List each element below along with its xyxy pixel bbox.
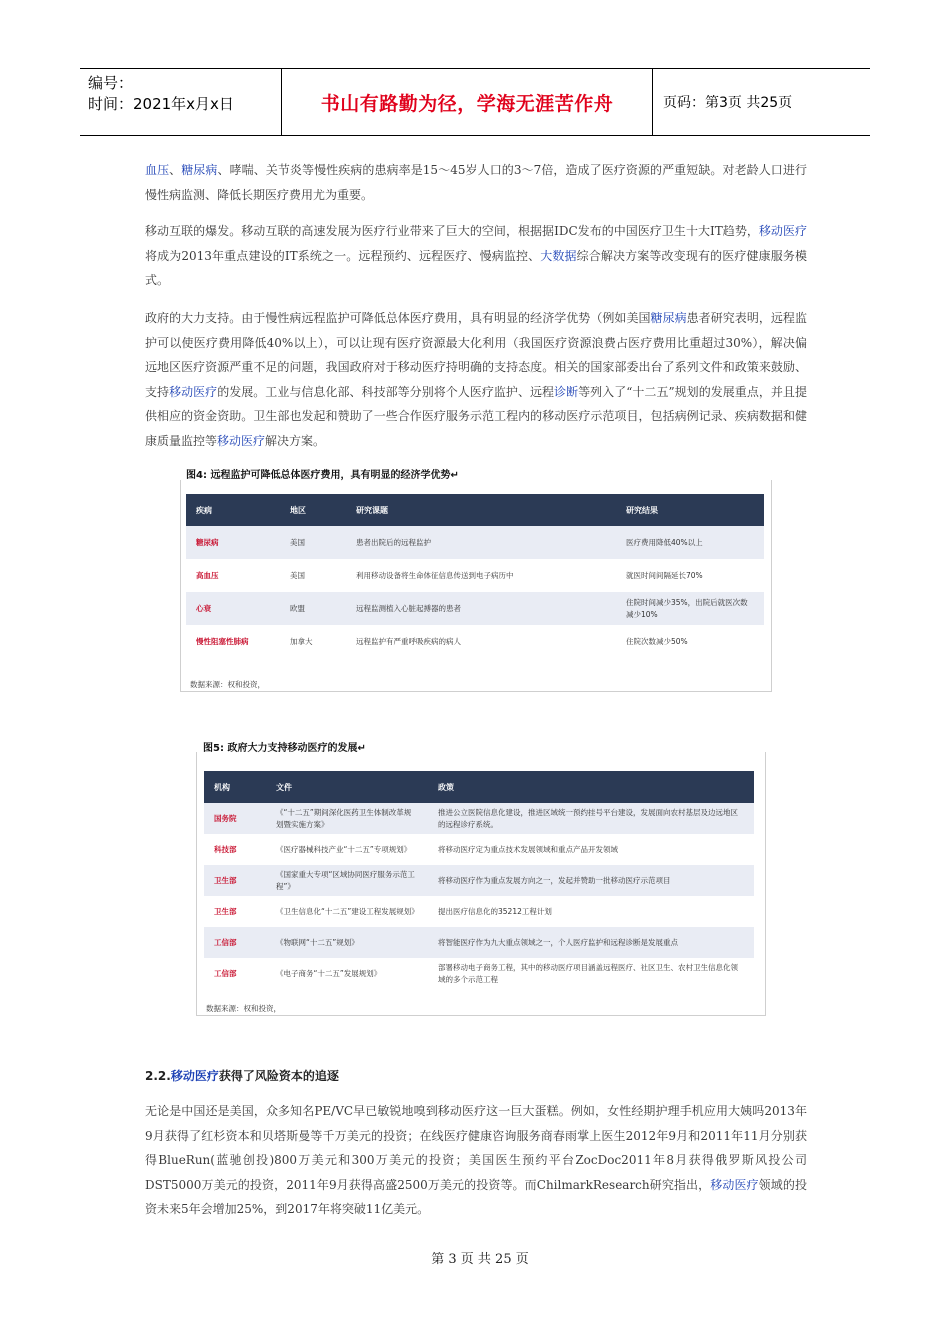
figure-4-source: 数据来源：权和投资， [190, 680, 265, 689]
column-header: 地区 [280, 494, 346, 526]
table-row [186, 625, 764, 658]
table-cell: 住院时间减少35%，出院后就医次数减少10% [616, 592, 764, 625]
section-heading [145, 1067, 339, 1084]
text-run: 的发展。工业与信息化部、科技部等分别将个人医疗监护、远程 [217, 384, 555, 399]
table-cell: 患者出院后的远程监护 [346, 526, 616, 559]
paragraph-3 [145, 306, 807, 453]
inline-link[interactable]: 移动医疗 [710, 1177, 759, 1192]
figure-5-source: 数据来源：权和投资， [206, 1004, 281, 1013]
table-cell: 工信部 [204, 927, 266, 958]
text-run: 移动互联的爆发。移动互联的高速发展为医疗行业带来了巨大的空间，根据据IDC发布的中国医疗卫生十大IT趋势， [145, 224, 759, 238]
table-row [204, 958, 754, 989]
table-cell: 《国家重大专项“区域协同医疗服务示范工程”》 [266, 865, 428, 896]
text-run: 、 [169, 163, 182, 177]
inline-link[interactable]: 诊断 [554, 384, 579, 399]
table-row [186, 559, 764, 592]
table-cell: 就医时间间隔延长70% [626, 570, 703, 580]
table-cell: 部署移动电子商务工程，其中的移动医疗项目涵盖远程医疗、社区卫生、农村卫生信息化领域的多个示范工程 [438, 962, 738, 984]
table-cell: 高血压 [196, 570, 219, 580]
page-header [80, 68, 870, 136]
figure-4-title: 图4: 远程监护可降低总体医疗费用，具有明显的经济学优势↵ [186, 470, 459, 481]
table-cell: 将智能医疗作为九大重点领域之一，个人医疗监护和远程诊断是发展重点 [428, 927, 754, 958]
table-row [204, 834, 754, 865]
column-header: 政策 [428, 771, 754, 803]
table-cell: 《电子商务“十二五”发展规划》 [276, 968, 382, 978]
table-header-row [186, 494, 764, 526]
table-cell: 加拿大 [290, 636, 313, 646]
inline-link[interactable]: 移动医疗 [217, 433, 266, 448]
figure-5-title: 图5: 政府大力支持移动医疗的发展↵ [203, 743, 366, 754]
table-cell: 卫生部 [204, 865, 266, 896]
section-number: 2.2. [145, 1069, 171, 1083]
table-row [204, 865, 754, 896]
table-row [186, 592, 764, 625]
table-row [186, 526, 764, 559]
paragraph-4 [145, 1099, 807, 1222]
table-cell: 利用移动设备将生命体征信息传送到电子病历中 [356, 570, 514, 580]
column-header: 疾病 [186, 494, 280, 526]
column-header: 研究结果 [616, 494, 764, 526]
text-run: 政府的大力支持。由于慢性病远程监护可降低总体医疗费用，具有明显的经济学优势（例如美国 [145, 311, 651, 325]
table-cell: 提出医疗信息化的35212工程计划 [438, 906, 552, 916]
table-cell: 慢性阻塞性肺病 [196, 636, 249, 646]
column-header: 文件 [266, 771, 428, 803]
inline-link[interactable]: 移动医疗 [758, 224, 807, 238]
table-cell: 心衰 [186, 592, 280, 625]
table-cell: 医疗费用降低40%以上 [616, 526, 764, 559]
time-label: 时间：2021年x月x日 [88, 95, 234, 113]
table-cell: 国务院 [204, 803, 266, 834]
text-run: 将成为2013年重点建设的IT系统之一。远程预约、远程医疗、慢病监控、 [145, 248, 541, 263]
table-cell: 住院次数减少50% [626, 636, 688, 646]
table-cell: 将移动医疗作为重点发展方向之一，发起并赞助一批移动医疗示范项目 [428, 865, 754, 896]
table-cell: 远程监护有严重呼吸疾病的病人 [356, 636, 461, 646]
table-cell: 《“十二五”期间深化医药卫生体制改革规划暨实施方案》 [266, 803, 428, 834]
inline-link[interactable]: 糖尿病 [650, 311, 687, 325]
header-page-info: 页码：第3页 共25页 [663, 95, 793, 111]
inline-link[interactable]: 糖尿病 [181, 163, 218, 177]
table-header-row [204, 771, 754, 803]
table-cell: 欧盟 [280, 592, 346, 625]
text-run: 等列入了“十二五”规划的发展重点，并且提供相应的资金资助。卫生部也发起和赞助了一些合作医疗服务示范工程内的移动医疗示范项目，包括病例记录、疾病数据和健康质量监控等 [145, 384, 807, 448]
text-run: 无论是中国还是美国，众多知名PE/VC早已敏锐地嗅到移动医疗这一巨大蛋糕。例如，女性经期护理手机应用大姨吗2013年9月获得了红杉资本和贝塔斯曼等千万美元的投资；在线医疗健康咨询服务商春雨掌上医生2012年9月和2011年11月分别获得BlueRun(蓝驰创投)800万美元和300万美元的投资；美国医生预约平台ZocDoc2011年8月获得俄罗斯风投公司DST5000万美元的投资，2011年9月获得高盛2500万美元的投资等。而ChilmarkResearch研究指出， [145, 1104, 807, 1192]
table-cell: 科技部 [214, 844, 237, 854]
table-cell: 远程监测植入心脏起搏器的患者 [346, 592, 616, 625]
page-footer: 第 3 页 共 25 页 [431, 1252, 529, 1267]
table-cell: 工信部 [214, 968, 237, 978]
table-cell: 将移动医疗定为重点技术发展领域和重点产品开发领域 [438, 844, 618, 854]
paragraph-1 [145, 158, 807, 207]
text-run: 、哮喘、关节炎等慢性疾病的患病率是15～45岁人口的3～7倍，造成了医疗资源的严重短缺。对老龄人口进行慢性病监测、降低长期医疗费用尤为重要。 [145, 163, 807, 202]
column-header: 机构 [204, 771, 266, 803]
header-meta [80, 69, 282, 135]
paragraph-2 [145, 219, 807, 293]
column-header: 研究课题 [346, 494, 616, 526]
table-cell: 卫生部 [214, 906, 237, 916]
figure-4-table [186, 494, 764, 658]
inline-link[interactable]: 大数据 [540, 248, 577, 263]
inline-link[interactable]: 移动医疗 [169, 384, 218, 399]
table-cell: 《卫生信息化“十二五”建设工程发展规划》 [276, 906, 419, 916]
text-run: 领域的投资未来5年会增加25%，到2017年将突破11亿美元。 [145, 1177, 807, 1216]
text-run: 患者研究表明，远程监护可以使医疗费用降低40%以上），可以让现有医疗资源最大化利用（我国医疗资源浪费占医疗费用比重超过30%），解决偏远地区医疗资源严重不足的问题，我国政府对于移动医疗持明确的支持态度。相关的国家部委出台了系列文件和政策来鼓励、支持 [145, 311, 807, 399]
figure-5-table [204, 771, 754, 989]
table-cell: 推进公立医院信息化建设，推进区域统一预约挂号平台建设，发展面向农村基层及边远地区的远程诊疗系统。 [428, 803, 754, 834]
text-run: 综合解决方案等改变现有的医疗健康服务模式。 [145, 248, 807, 287]
text-run: 解决方案。 [265, 433, 326, 448]
table-cell: 美国 [290, 570, 305, 580]
section-title: 获得了风险资本的追逐 [218, 1069, 339, 1083]
table-row [204, 896, 754, 927]
table-cell: 美国 [280, 526, 346, 559]
section-link[interactable]: 移动医疗 [170, 1069, 219, 1083]
table-cell: 糖尿病 [186, 526, 280, 559]
table-cell: 《物联网“十二五”规划》 [266, 927, 428, 958]
header-motto: 书山有路勤为径，学海无涯苦作舟 [282, 69, 653, 135]
table-cell: 《医疗器械科技产业“十二五”专项规划》 [276, 844, 412, 854]
inline-link[interactable]: 血压 [145, 163, 170, 177]
table-row [204, 927, 754, 958]
number-label: 编号： [88, 74, 134, 92]
table-row [204, 803, 754, 834]
